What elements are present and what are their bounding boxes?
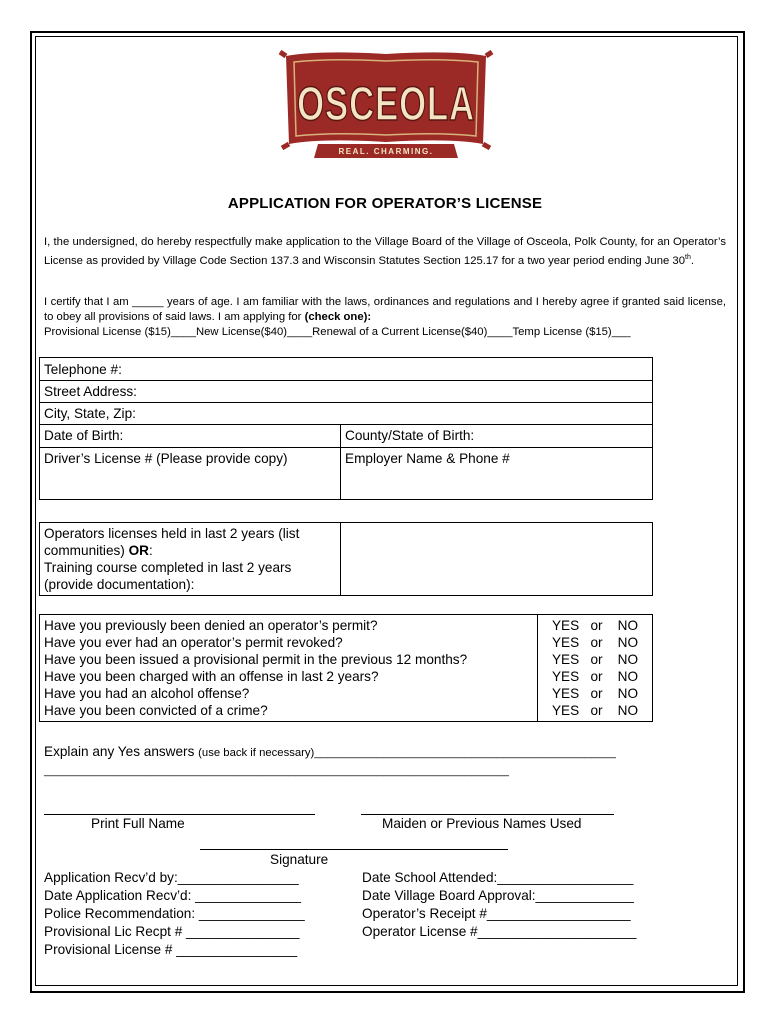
question-alcohol: Have you had an alcohol offense? [44,686,250,701]
office-use-left [44,869,305,959]
certify-paragraph: I certify that I am _____ years of age. I am familiar with the laws, ordinances and regulations and I hereby agree if granted said license, to obey all provisions of said laws. I am applying for (check one): Provisional License ($15)____New License($40)____Renewal of a Current License($40)____Temp License ($15)___ [44,296,726,338]
signature-label: Signature [270,852,329,867]
question-revoked: Have you ever had an operator’s permit revoked? [44,635,343,650]
drivers-license-field[interactable]: Driver’s License # (Please provide copy) [40,448,341,500]
city-state-zip-field[interactable]: City, State, Zip: [40,403,653,425]
application-recvd-by-field[interactable]: Application Recv’d by:________________ [44,870,299,885]
questions-list [40,615,538,722]
form-title: APPLICATION FOR OPERATOR’S LICENSE [227,195,543,212]
village-board-approval-field[interactable]: Date Village Board Approval:_____________ [362,888,634,903]
history-label-cell: Operators licenses held in last 2 years (list communities) OR: Training course completed in last 2 years (provide documentation): [40,523,341,596]
svg-text:REAL. CHARMING.: REAL. CHARMING. [338,147,434,156]
street-address-field[interactable]: Street Address: [40,381,653,403]
police-recommendation-field[interactable]: Police Recommendation: ______________ [44,906,305,921]
operators-receipt-field[interactable]: Operator’s Receipt #___________________ [362,906,631,921]
yes-no-choice[interactable]: YES or NO [551,652,639,667]
intro-paragraph: I, the undersigned, do hereby respectfully make application to the Village Board of the Village of Osceola, Polk County, for an Operator’s License as provided by Village Code Section 137.3 and Wisconsin Statutes Section 125.17 for a two year period ending June 30th. [44,236,726,267]
provisional-lic-recpt-field[interactable]: Provisional Lic Recpt # _______________ [44,924,300,939]
yes-no-choice[interactable]: YES or NO [551,635,639,650]
check-one-label: (check one): [304,311,372,323]
provisional-license-field[interactable]: Provisional License # ________________ [44,942,298,957]
history-answer-field[interactable] [341,523,653,596]
questions-table [39,614,653,722]
print-full-name-label: Print Full Name [91,816,185,831]
date-school-attended-field[interactable]: Date School Attended:__________________ [362,870,634,885]
county-state-of-birth-field[interactable]: County/State of Birth: [341,425,653,448]
telephone-field[interactable]: Telephone #: [40,358,653,381]
yes-no-choice[interactable]: YES or NO [551,703,639,718]
license-history-table [39,522,653,596]
operator-license-field[interactable]: Operator License #_____________________ [362,924,637,939]
page-border-inner [35,36,738,986]
yes-no-choice[interactable]: YES or NO [551,686,639,701]
maiden-name-line[interactable] [361,814,614,815]
date-application-recvd-field[interactable]: Date Application Recv’d: ______________ [44,888,301,903]
explain-yes-answers[interactable]: Explain any Yes answers (use back if necessary)________________________________________________ [44,744,616,759]
svg-text:OSCEOLA: OSCEOLA [297,78,475,131]
print-name-line[interactable] [44,814,315,815]
question-convicted: Have you been convicted of a crime? [44,703,268,718]
osceola-logo [280,48,492,160]
yes-no-column [538,615,653,722]
yes-no-choice[interactable]: YES or NO [551,669,639,684]
explain-line[interactable]: __________________________________________________________________________ [44,765,509,777]
date-of-birth-field[interactable]: Date of Birth: [40,425,341,448]
employer-field[interactable]: Employer Name & Phone # [341,448,653,500]
signature-line[interactable] [200,849,508,850]
question-charged: Have you been charged with an offense in last 2 years? [44,669,379,684]
office-use-right [362,869,636,941]
question-denied: Have you previously been denied an operator’s permit? [44,618,378,633]
maiden-name-label: Maiden or Previous Names Used [382,816,582,831]
question-provisional: Have you been issued a provisional permit in the previous 12 months? [44,652,468,667]
applicant-info-table [39,357,653,500]
license-type-options[interactable]: Provisional License ($15)____New License($40)____Renewal of a Current License($40)____Temp License ($15)___ [44,326,631,338]
yes-no-choice[interactable]: YES or NO [551,618,639,633]
